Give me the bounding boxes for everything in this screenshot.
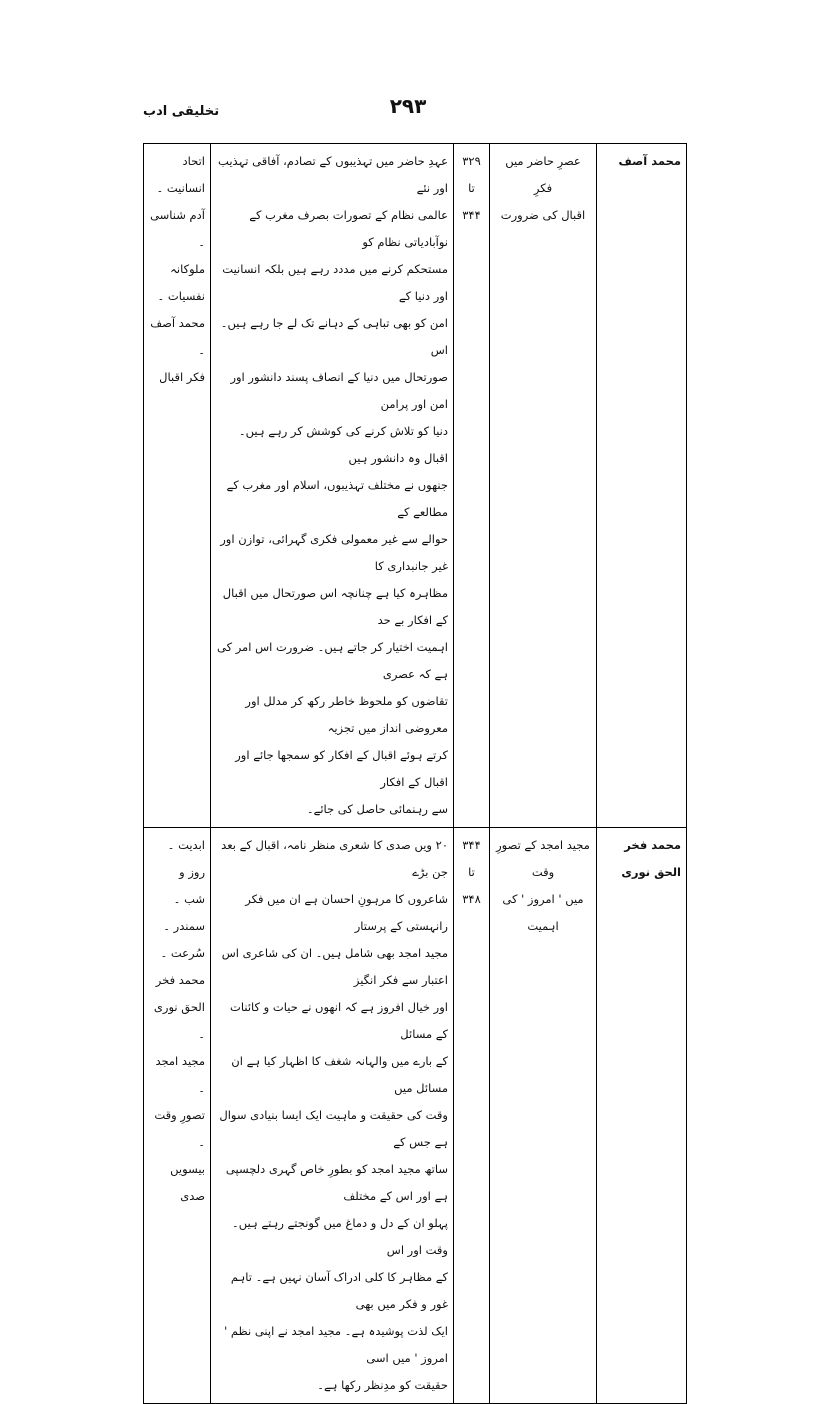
journal-name: تخلیقی ادب	[143, 104, 220, 119]
keywords-line: بیسویں صدی	[170, 1162, 205, 1203]
keywords-line: فکر اقبال	[159, 370, 205, 384]
abstracts-table	[143, 143, 687, 1404]
page-range-cell	[454, 144, 490, 828]
running-head	[143, 94, 673, 128]
title-line: عصرِ حاضر میں فکرِ	[505, 154, 581, 195]
keywords-line: آدم شناسی ۔	[150, 208, 205, 249]
keywords-line: تصورِ وقت ۔	[154, 1108, 205, 1149]
summary-line: تقاضوں کو ملحوظ خاطر رکھ کر مدلل اور معروضی انداز میں تجزیہ	[245, 694, 448, 735]
page-range-line: ۳۴۴	[462, 838, 481, 852]
summary-line: شاعروں کا مرہونِ احسان ہے ان میں فکر رانہستی کے پرستار	[245, 892, 448, 933]
summary-line: عالمی نظام کے تصورات بصرف مغرب کے نوآبادیاتی نظام کو	[249, 208, 448, 249]
keywords-line: اتحاد انسانیت ۔	[156, 154, 205, 195]
author-cell: محمد آصف	[597, 144, 687, 828]
summary-line: عہدِ حاضر میں تہذیبوں کے تصادم، آفاقی تہذیب اور نئے	[218, 154, 448, 195]
keywords-cell	[144, 144, 211, 828]
keywords-line: مجید امجد ۔	[155, 1054, 205, 1095]
summary-cell	[211, 144, 454, 828]
summary-line: حقیقت کو مدِنظر رکھا ہے۔	[317, 1378, 448, 1392]
page-range-line: تا	[468, 181, 475, 195]
summary-line: جنھوں نے مختلف تہذیبوں، اسلام اور مغرب کے مطالعے کے	[226, 478, 448, 519]
title-cell	[490, 144, 597, 828]
keywords-line: سُرعت ۔	[160, 946, 205, 960]
summary-line: کرتے ہوئے اقبال کے افکار کو سمجھا جائے اور اقبال کے افکار	[235, 748, 448, 789]
summary-line: ساتھ مجید امجد کو بطورِ خاص گہری دلچسپی ہے اور اس کے مختلف	[225, 1162, 448, 1203]
summary-line: امن کو بھی تباہی کے دہانے تک لے جا رہے ہیں۔ اس	[220, 316, 448, 357]
summary-line: مستحکم کرنے میں مددد رہے ہیں بلکہ انسانیت اور دنیا کے	[222, 262, 448, 303]
summary-line: مظاہرہ کیا ہے چنانچہ اس صورتحال میں اقبال کے افکار بے حد	[222, 586, 448, 627]
keywords-line: شب ۔ سمندر ۔	[163, 892, 205, 933]
summary-line: مجید امجد بھی شامل ہیں۔ ان کی شاعری اس اعتبار سے فکر انگیز	[221, 946, 448, 987]
title-line: اقبال کی ضرورت	[500, 208, 586, 222]
author-cell: محمد فخر الحق نوری	[597, 828, 687, 1404]
page-range-cell	[454, 828, 490, 1404]
title-cell	[490, 828, 597, 1404]
page-range-line: ۳۴۴	[462, 208, 481, 222]
summary-line: دنیا کو تلاش کرنے کی کوشش کر رہے ہیں۔ اقبال وہ دانشور ہیں	[238, 424, 448, 465]
page-range-line: ۳۲۹	[462, 154, 481, 168]
title-line: مجید امجد کے تصورِ وقت	[496, 838, 590, 879]
summary-line: وقت کی حقیقت و ماہیت ایک ایسا بنیادی سوال ہے جس کے	[219, 1108, 448, 1149]
keywords-line: ملوکانہ نفسیات ۔	[157, 262, 205, 303]
summary-line: حوالے سے غیر معمولی فکری گہرائی، توازن اور غیر جانبداری کا	[220, 532, 448, 573]
page-range-line: ۳۴۸	[462, 892, 481, 906]
summary-line: ۲۰ ویں صدی کا شعری منظر نامہ، اقبال کے بعد جن بڑے	[221, 838, 448, 879]
summary-line: اور خیال افروز ہے کہ انھوں نے حیات و کائنات کے مسائل	[230, 1000, 448, 1041]
page-range-line: تا	[468, 865, 475, 879]
keywords-line: محمد آصف ۔	[150, 316, 205, 357]
keywords-line: ابدیت ۔ روز و	[167, 838, 205, 879]
title-line: میں ' امروز ' کی اہمیت	[502, 892, 584, 933]
summary-line: کے بارے میں والہانہ شغف کا اظہار کیا ہے ان مسائل میں	[231, 1054, 448, 1095]
page-number: ۲۹۳	[389, 94, 427, 118]
summary-line: اہمیت اختیار کر جاتے ہیں۔ ضرورت اس امر کی ہے کہ عصری	[217, 640, 448, 681]
summary-line: کے مظاہر کا کلی ادراک آسان نہیں ہے۔ تاہم غور و فکر میں بھی	[230, 1270, 448, 1311]
summary-line: صورتحال میں دنیا کے انصاف پسند دانشور اور امن اور پرامن	[230, 370, 448, 411]
keywords-cell	[144, 828, 211, 1404]
keywords-line: محمد فخر الحق نوری ۔	[153, 973, 205, 1041]
table-row	[144, 144, 687, 828]
summary-line: پہلو ان کے دل و دماغ میں گونجتے رہتے ہیں۔ وقت اور اس	[232, 1216, 448, 1257]
summary-line: سے رہنمائی حاصل کی جائے۔	[306, 802, 448, 816]
summary-line: ایک لذت پوشیدہ ہے۔ مجید امجد نے اپنی نظم ' امروز ' میں اسی	[224, 1324, 448, 1365]
table-row	[144, 828, 687, 1404]
summary-cell	[211, 828, 454, 1404]
